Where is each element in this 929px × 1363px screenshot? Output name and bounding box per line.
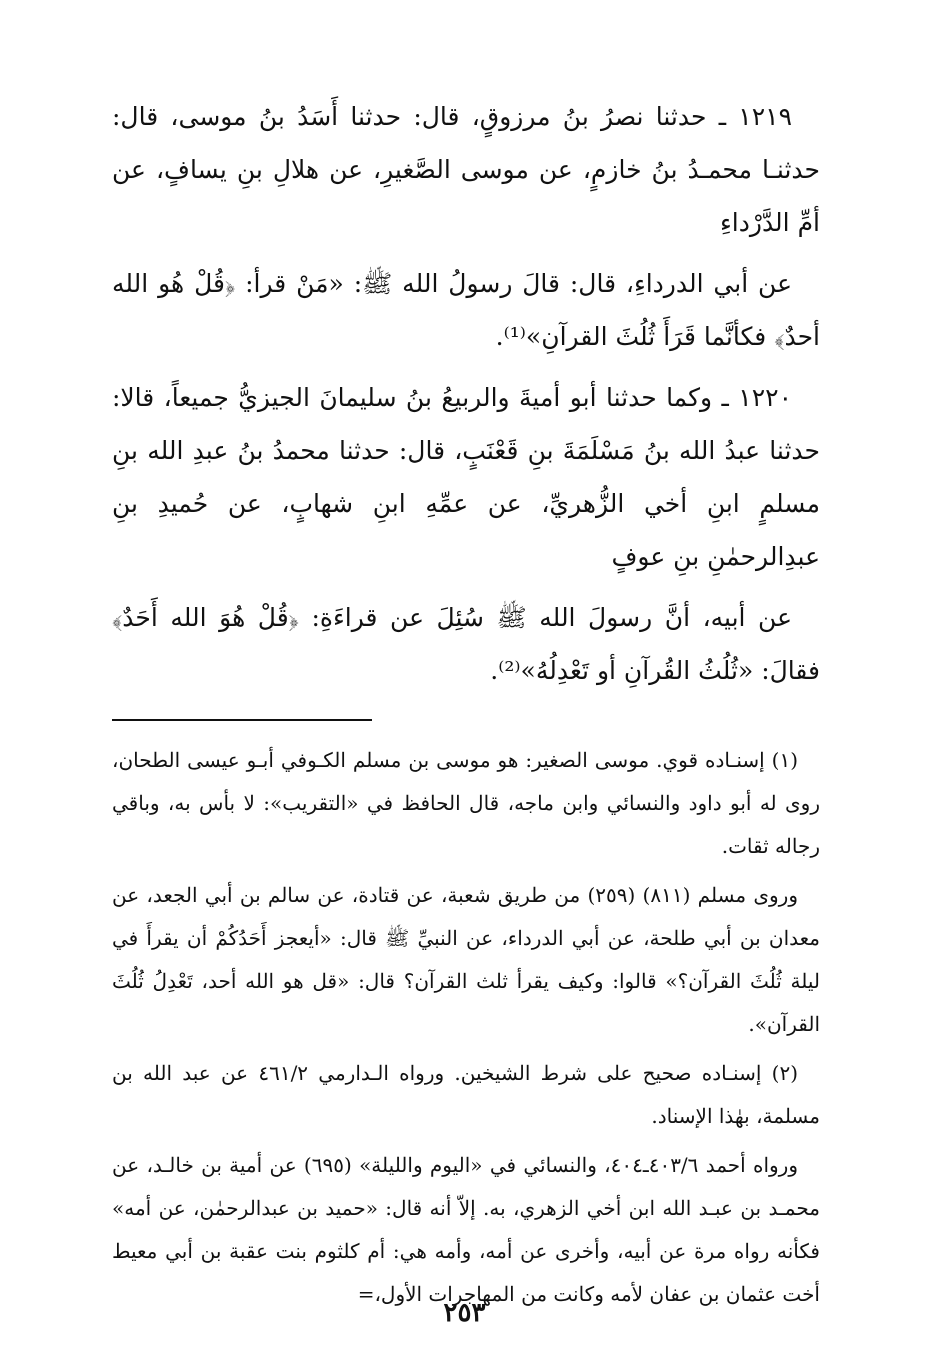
footnote-2-paragraph-2: ورواه أحمد ٤٠٣/٦ـ٤٠٤، والنسائي في «اليوم والليلة» (٦٩٥) عن أمية بن خالـد، عن محمـد بن عبـد الله ابن أخي الزهري، به. إلاّ أنه قال: «حميد بن عبدالرحمٰن، عن أمه» فكأنه رواه مرة عن أبيه، وأخرى عن أمه، وأمه هي: أم كلثوم بنت عقبة بن أبي معيط أخت عثمان بن عفان لأمه وكانت من المهاجرات الأول،= [112,1153,820,1306]
hadith-1220-chain: ١٢٢٠ ـ وكما حدثنا أبو أميةَ والربيعُ بنُ سليمانَ الجيزيُّ جميعاً، قالا: حدثنا عبدُ الله بنُ مَسْلَمَةَ بنِ قَعْنَبٍ، قال: حدثنا محمدُ بنُ عبدِ الله بنِ مسلمٍ ابنِ أخي الزُّهريِّ، عن عمِّهِ ابنِ شهابٍ، عن حُميدِ بنِ عبدِالرحمٰنِ بنِ عوفٍ [112,383,820,571]
hadith-1219-matn: عن أبي الدرداءِ، قال: قالَ رسولُ الله ﷺ: «مَنْ قرأ: ﴿قُلْ هُو الله أحدٌ﴾ فكأنَّما قَرَأَ ثُلُثَ القرآنِ»⁽¹⁾. [112,269,820,351]
footnote-1-paragraph-1: (١) إسنـاده قوي. موسى الصغير: هو موسى بن مسلم الكـوفي أبـو عيسى الطحان، روى له أبو داود والنسائي وابن ماجه، قال الحافظ في «التقريب»: لا بأس به، وباقي رجاله ثقات. [112,748,820,858]
page-body [112,90,820,1322]
hadith-1220-matn: عن أبيه، أنَّ رسولَ الله ﷺ سُئِلَ عن قراءَةِ: ﴿قُلْ هُوَ الله أَحَدٌ﴾ فقالَ: «ثُلُثُ القُرآنِ أو تَعْدِلُهُ»⁽²⁾. [112,603,820,685]
hadith-1219-chain: ١٢١٩ ـ حدثنا نصرُ بنُ مرزوقٍ، قال: حدثنا أَسَدُ بنُ موسى، قال: حدثنـا محمـدُ بنُ خازمٍ، عن موسى الصَّغيرِ، عن هلالِ بنِ يسافٍ، عن أمِّ الدَّرْداءِ [112,102,820,237]
footnote-separator-wrap [112,719,820,721]
footnote-2-paragraph-1: (٢) إسنـاده صحيح على شرط الشيخين. ورواه الـدارمي ٤٦١/٢ عن عبد الله بن مسلمة، بهٰذا الإسناد. [112,1061,820,1128]
footnote-1-paragraph-2: وروى مسلم (٨١١) (٢٥٩) من طريق شعبة، عن قتادة، عن سالم بن أبي الجعد، عن معدان بن أبي طلحة، عن أبي الدرداء، عن النبيِّ ﷺ قال: «أيعجز أَحَدُكُمْ أن يقرأَ في ليلة ثُلُثَ القرآن؟» قالوا: وكيف يقرأ ثلث القرآن؟ قال: «قل هو الله أحد، تَعْدِلُ ثُلُثَ القرآن». [112,883,820,1036]
footnote-separator [112,719,372,721]
page-number: ٢٥٣ [443,1298,486,1328]
